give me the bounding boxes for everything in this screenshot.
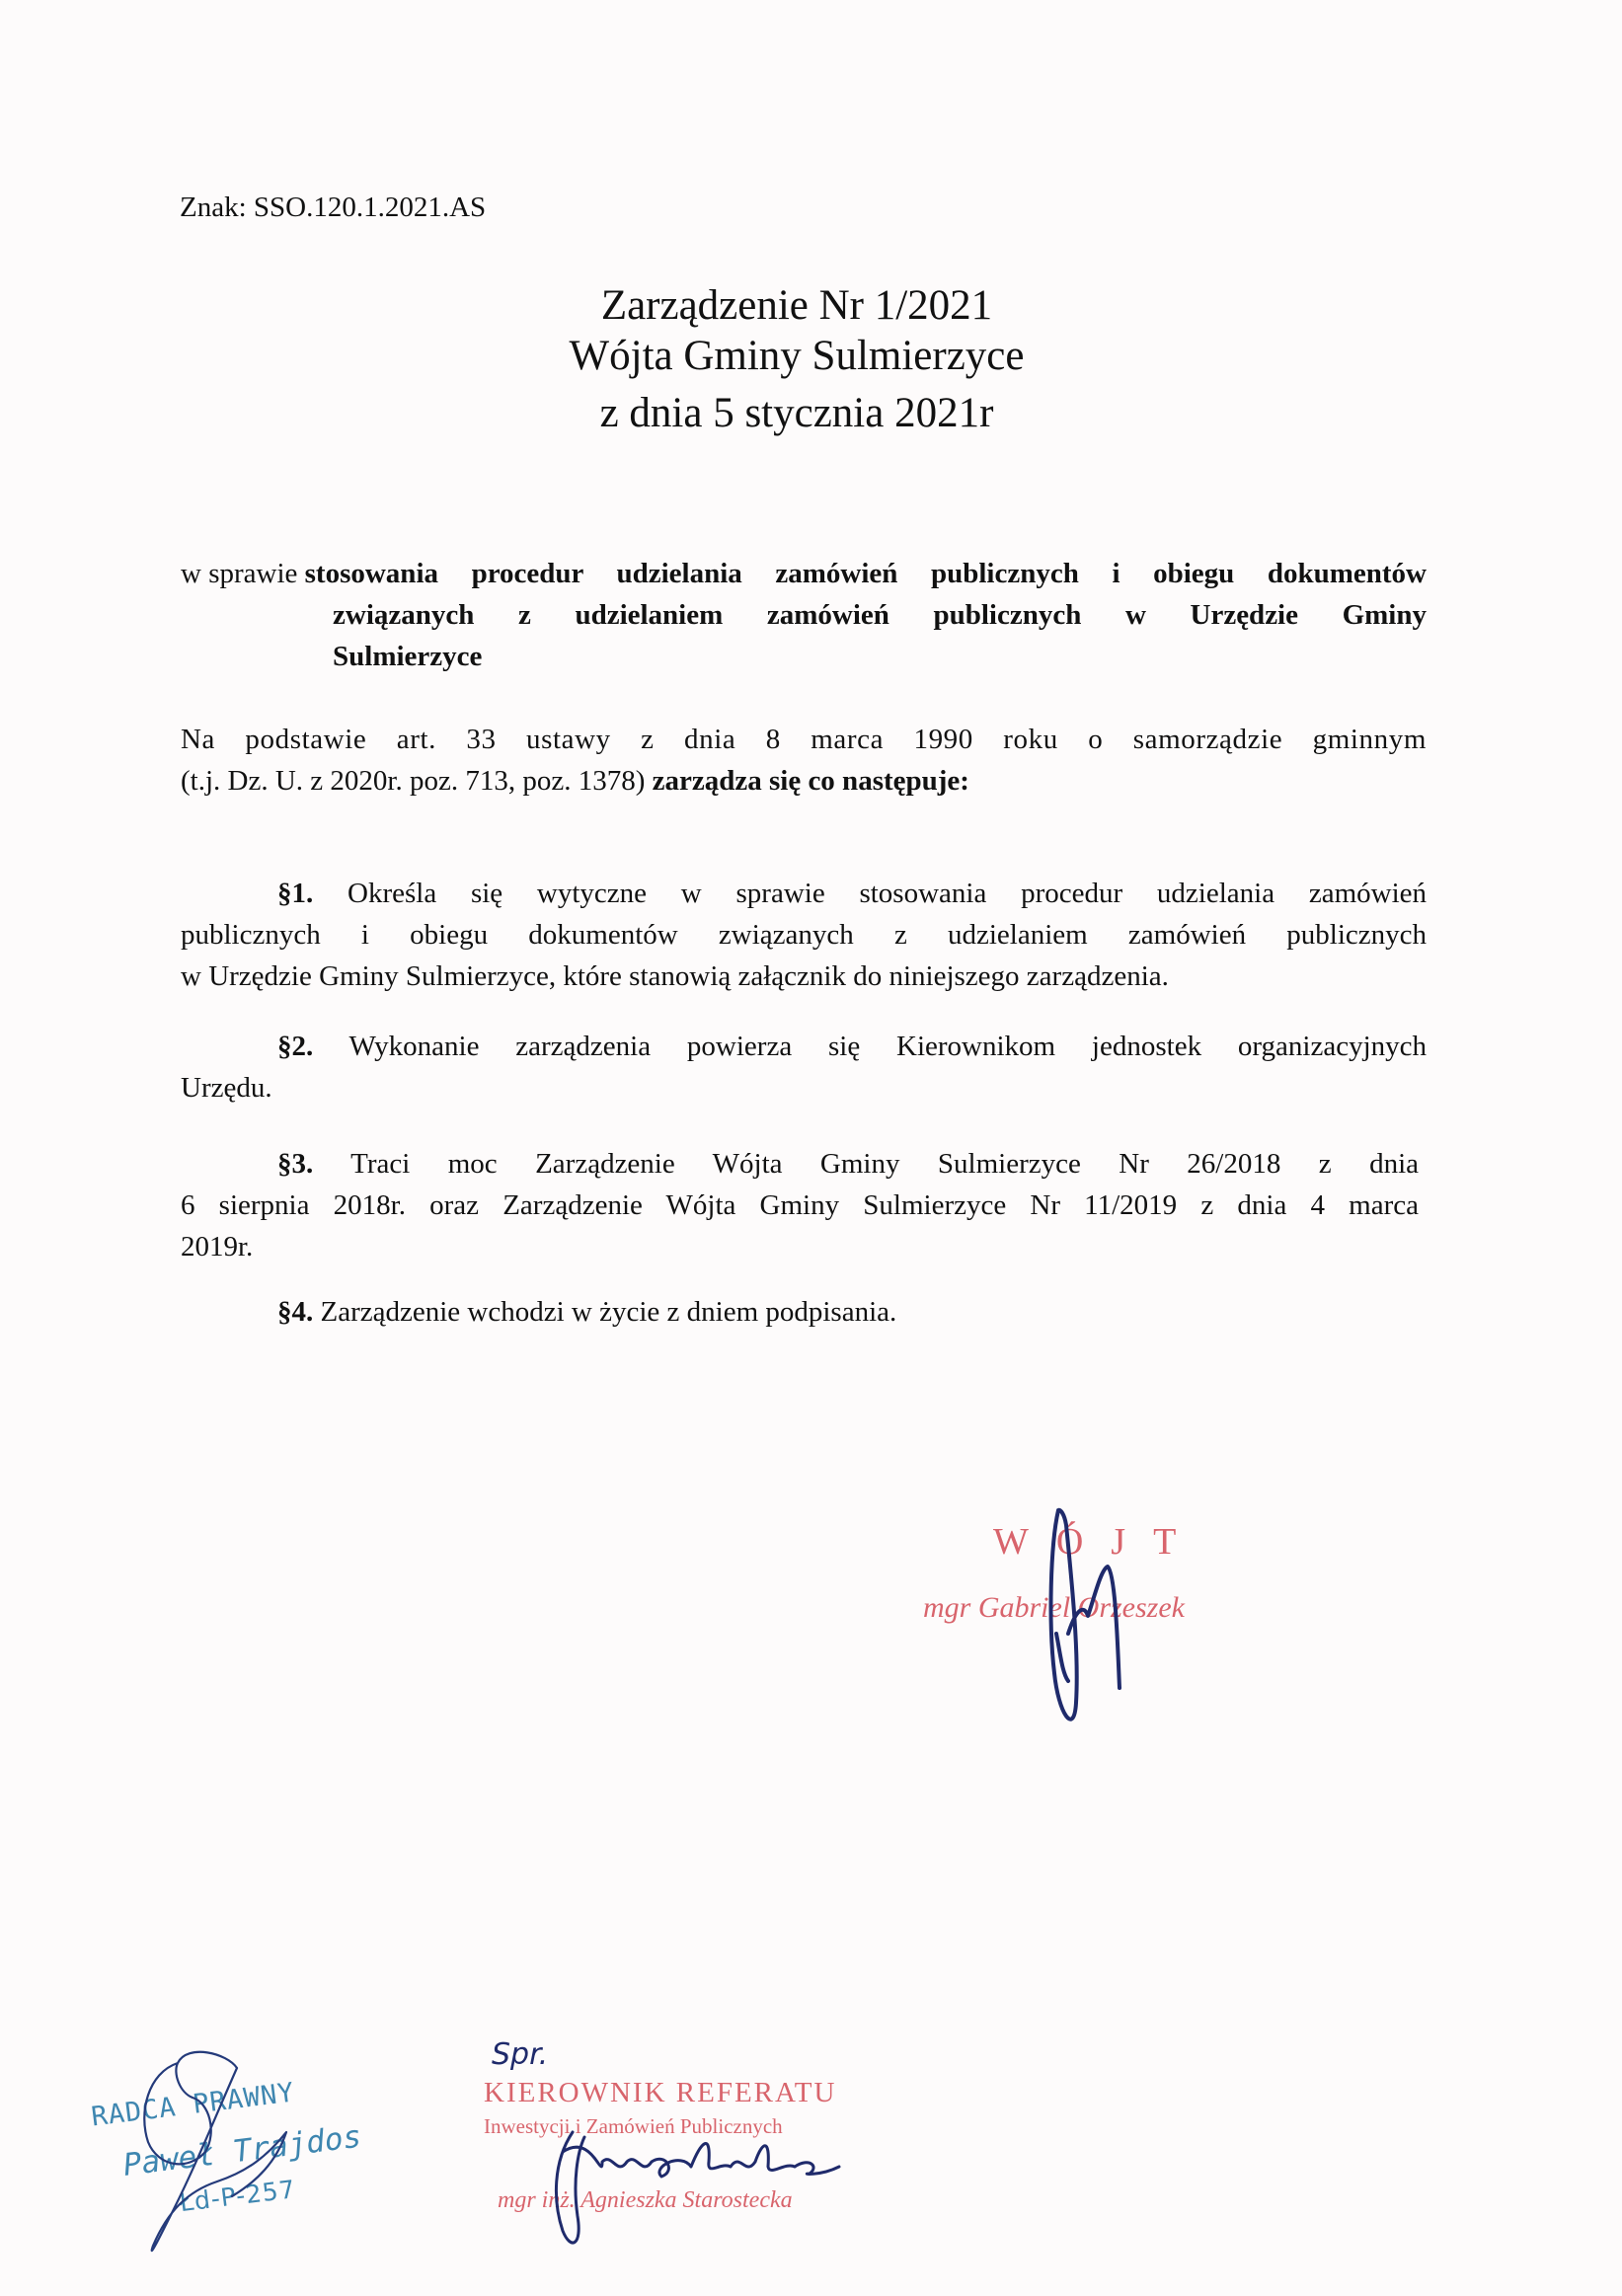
kierownik-signature [533, 2122, 859, 2256]
paragraph-text: w Urzędzie Gminy Sulmierzyce, które stanowią załącznik do niniejszego zarządzenia. [181, 960, 1169, 992]
kierownik-handwritten-note: Spr. [492, 2037, 549, 2072]
paragraph-3 [181, 1143, 1419, 1267]
paragraph-1 [181, 873, 1427, 997]
paragraph-text: 6 sierpnia 2018r. oraz Zarządzenie Wójta Gminy Sulmierzyce Nr 11/2019 z dnia 4 marca [181, 1189, 1419, 1221]
paragraph-text: Zarządzenie wchodzi w życie z dniem podpisania. [313, 1296, 897, 1328]
radca-stamp-title: RADCA PRAWNY [89, 2077, 297, 2133]
document-title: Zarządzenie Nr 1/2021 [600, 282, 993, 329]
subject-line-2: związanych z udzielaniem zamówień publicznych w Urzędzie Gminy [333, 599, 1427, 631]
paragraph-text: Traci moc Zarządzenie Wójta Gminy Sulmierzyce Nr 26/2018 z dnia [313, 1148, 1419, 1180]
document-subject [181, 553, 1427, 677]
wojt-signature [1046, 1505, 1155, 1732]
legal-basis [181, 719, 1427, 802]
subject-lead: w sprawie [181, 558, 305, 589]
subject-line-3: Sulmierzyce [333, 641, 483, 672]
document-issuer: Wójta Gminy Sulmierzyce [569, 333, 1025, 379]
kierownik-stamp-name: mgr inż. Agnieszka Starostecka [498, 2187, 793, 2213]
legal-basis-decree: zarządza się co następuje: [652, 765, 969, 797]
wojt-stamp-name: mgr Gabriel Orzeszek [923, 1591, 1185, 1624]
subject-line-1: stosowania procedur udzielania zamówień publicznych i obiegu dokumentów [304, 558, 1427, 589]
document-date: z dnia 5 stycznia 2021r [599, 390, 994, 436]
radca-stamp-number: Łd-P-257 [178, 2175, 298, 2218]
wojt-stamp-title: WÓJT [993, 1521, 1204, 1563]
kierownik-stamp-department: Inwestycji i Zamówień Publicznych [484, 2114, 783, 2138]
paragraph-4 [181, 1291, 1069, 1333]
paragraph-text: 2019r. [181, 1231, 254, 1263]
paragraph-2 [181, 1026, 1427, 1109]
legal-basis-citation: (t.j. Dz. U. z 2020r. poz. 713, poz. 1378) [181, 765, 653, 797]
paragraph-text: Urzędu. [181, 1072, 272, 1104]
radca-prawny-signature [118, 2033, 316, 2260]
paragraph-mark: §1. [277, 878, 314, 909]
paragraph-mark: §3. [277, 1148, 314, 1180]
paragraph-mark: §2. [277, 1031, 314, 1062]
radca-stamp-name: Paweł Trajdos [120, 2118, 363, 2183]
document-reference: Znak: SSO.120.1.2021.AS [180, 191, 487, 223]
paragraph-mark: §4. [277, 1296, 314, 1328]
kierownik-stamp-title: KIEROWNIK REFERATU [484, 2077, 837, 2108]
legal-basis-line-1: Na podstawie art. 33 ustawy z dnia 8 marca 1990 roku o samorządzie gminnym [181, 724, 1427, 755]
paragraph-text: Określa się wytyczne w sprawie stosowania procedur udzielania zamówień [313, 878, 1427, 909]
paragraph-text: publicznych i obiegu dokumentów związanych z udzielaniem zamówień publicznych [181, 919, 1427, 951]
paragraph-text: Wykonanie zarządzenia powierza się Kierownikom jednostek organizacyjnych [313, 1031, 1427, 1062]
